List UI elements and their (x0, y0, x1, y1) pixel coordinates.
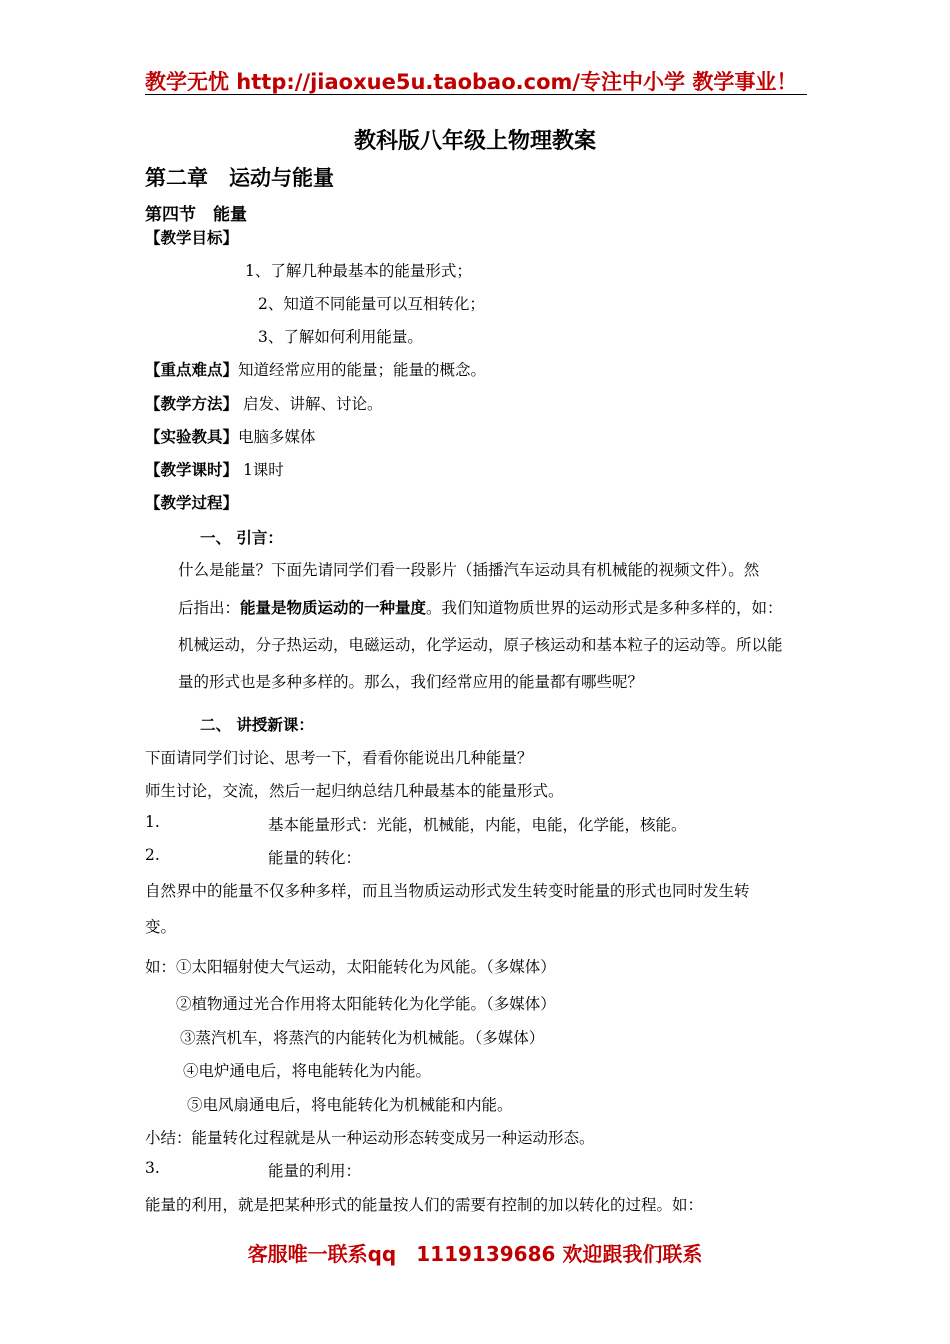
key-definition: 能量是物质运动的一种量度 (240, 599, 427, 617)
field-label: 【重点难点】 (145, 361, 239, 379)
example-item: ④电炉通电后，将电能转化为内能。 (183, 1062, 432, 1080)
example-item: ③蒸汽机车，将蒸汽的内能转化为机械能。（多媒体） (180, 1029, 545, 1047)
goal-item: 1、了解几种最基本的能量形式； (245, 262, 472, 280)
part1-heading: 一、 引言： (200, 529, 283, 547)
header-banner: 教学无忧 http://jiaoxue5u.taobao.com/专注中小学 教学事业！ (145, 70, 798, 94)
paragraph-line: 后指出：能量是物质运动的一种量度。我们知道物质世界的运动形式是多种多样的，如： (178, 599, 783, 617)
example-item: 如：①太阳辐射使大气运动，太阳能转化为风能。（多媒体） (145, 958, 556, 976)
field-label: 【教学方法】 (145, 395, 239, 413)
paragraph-line: 自然界中的能量不仅多种多样，而且当物质运动形式发生转变时能量的形式也同时发生转 (145, 882, 750, 900)
paragraph-line: 机械运动，分子热运动，电磁运动，化学运动，原子核运动和基本粒子的运动等。所以能 (178, 636, 783, 654)
example-item: ②植物通过光合作用将太阳能转化为化学能。（多媒体） (176, 995, 556, 1013)
paragraph-line: 下面请同学们讨论、思考一下，看看你能说出几种能量？ (145, 749, 533, 767)
process-label: 【教学过程】 (145, 494, 239, 512)
part2-heading: 二、 讲授新课： (200, 716, 314, 734)
key-points-row (145, 358, 486, 380)
footer-contact: 客服唯一联系qq 1119139686 欢迎跟我们联系 (247, 1242, 703, 1266)
goal-item: 2、知道不同能量可以互相转化； (258, 295, 485, 313)
example-item: ⑤电风扇通电后，将电能转化为机械能和内能。 (187, 1096, 513, 1114)
goal-item: 3、了解如何利用能量。 (258, 328, 423, 346)
field-value: 1课时 (238, 461, 284, 479)
field-label: 【教学课时】 (145, 461, 239, 479)
summary-line: 小结：能量转化过程就是从一种运动形态转变成另一种运动形态。 (145, 1129, 595, 1147)
field-label: 【实验教具】 (145, 428, 239, 446)
lesson-hours-row (145, 458, 284, 480)
list-item: 能量的转化： (268, 849, 362, 867)
list-item: 基本能量形式：光能，机械能，内能，电能，化学能，核能。 (268, 816, 687, 834)
chapter-heading: 第二章 运动与能量 (145, 166, 334, 190)
section-heading: 第四节 能量 (145, 205, 247, 225)
paragraph-line: 变。 (145, 918, 177, 936)
paragraph-line: 能量的利用，就是把某种形式的能量按人们的需要有控制的加以转化的过程。如： (145, 1196, 704, 1214)
document-title: 教科版八年级上物理教案 (353, 129, 596, 154)
goals-label: 【教学目标】 (145, 229, 239, 247)
equipment-row (145, 425, 316, 447)
header-divider (145, 94, 807, 95)
method-row (145, 392, 382, 414)
field-value: 电脑多媒体 (238, 428, 316, 446)
list-item: 能量的利用： (268, 1162, 362, 1180)
paragraph-line: 量的形式也是多种多样的。那么，我们经常应用的能量都有哪些呢？ (178, 673, 644, 691)
paragraph-line: 什么是能量？下面先请同学们看一段影片（插播汽车运动具有机械能的视频文件）。然 (178, 561, 760, 579)
list-number: 1. (145, 813, 160, 831)
list-number: 2. (145, 846, 160, 864)
list-number: 3. (145, 1159, 160, 1177)
paragraph-line: 师生讨论，交流，然后一起归纳总结几种最基本的能量形式。 (145, 782, 564, 800)
field-value: 知道经常应用的能量；能量的概念。 (238, 361, 487, 379)
field-value: 启发、讲解、讨论。 (238, 395, 383, 413)
